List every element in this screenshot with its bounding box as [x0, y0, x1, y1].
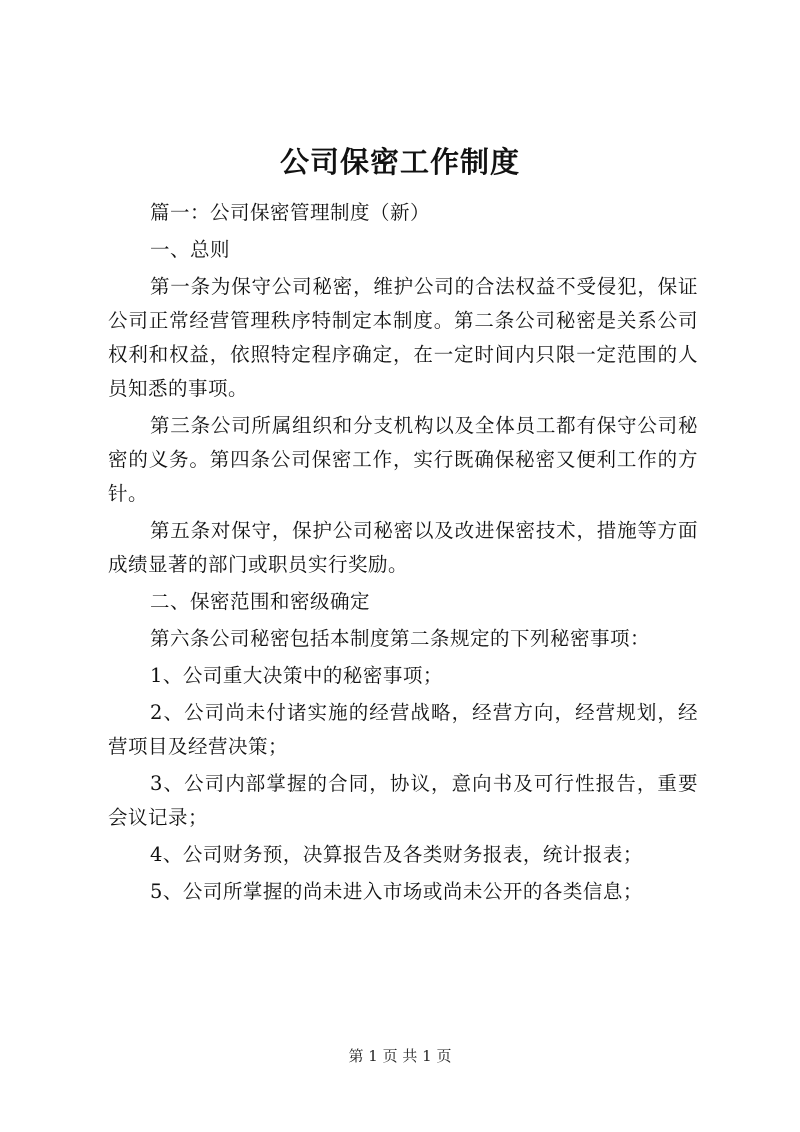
- document-title: 公司保密工作制度: [279, 145, 520, 179]
- document-body: [108, 196, 698, 912]
- list-item-5: 5、公司所掌握的尚未进入市场或尚未公开的各类信息；: [150, 880, 643, 903]
- list-item-4: 4、公司财务预，决算报告及各类财务报表，统计报表；: [150, 843, 643, 866]
- paragraph-articles-1-2: 第一条为保守公司秘密，维护公司的合法权益不受侵犯，保证公司正常经营管理秩序特制定本制度。第二条公司秘密是关系公司权利和权益，依照特定程序确定，在一定时间内只限一定范围的人员知悉的事项。: [108, 275, 698, 400]
- page-footer: 第 1 页 共 1 页: [348, 1047, 452, 1065]
- paragraph-section-scope: 二、保密范围和密级确定: [150, 590, 371, 613]
- paragraph-articles-3-4: 第三条公司所属组织和分支机构以及全体员工都有保守公司秘密的义务。第四条公司保密工作，实行既确保秘密又便利工作的方针。: [108, 414, 698, 505]
- paragraph-part-heading: 篇一：公司保密管理制度（新）: [150, 201, 431, 224]
- list-item-3: 3、公司内部掌握的合同，协议，意向书及可行性报告，重要会议记录；: [108, 772, 698, 829]
- list-item-2: 2、公司尚未付诸实施的经营战略，经营方向，经营规划，经营项目及经营决策；: [108, 701, 698, 758]
- paragraph-article-6: 第六条公司秘密包括本制度第二条规定的下列秘密事项：: [150, 627, 651, 650]
- paragraph-section-general: 一、总则: [150, 238, 231, 261]
- list-item-1: 1、公司重大决策中的秘密事项；: [150, 664, 443, 687]
- paragraph-article-5: 第五条对保守，保护公司秘密以及改进保密技术，措施等方面成绩显著的部门或职员实行奖励。: [108, 519, 698, 576]
